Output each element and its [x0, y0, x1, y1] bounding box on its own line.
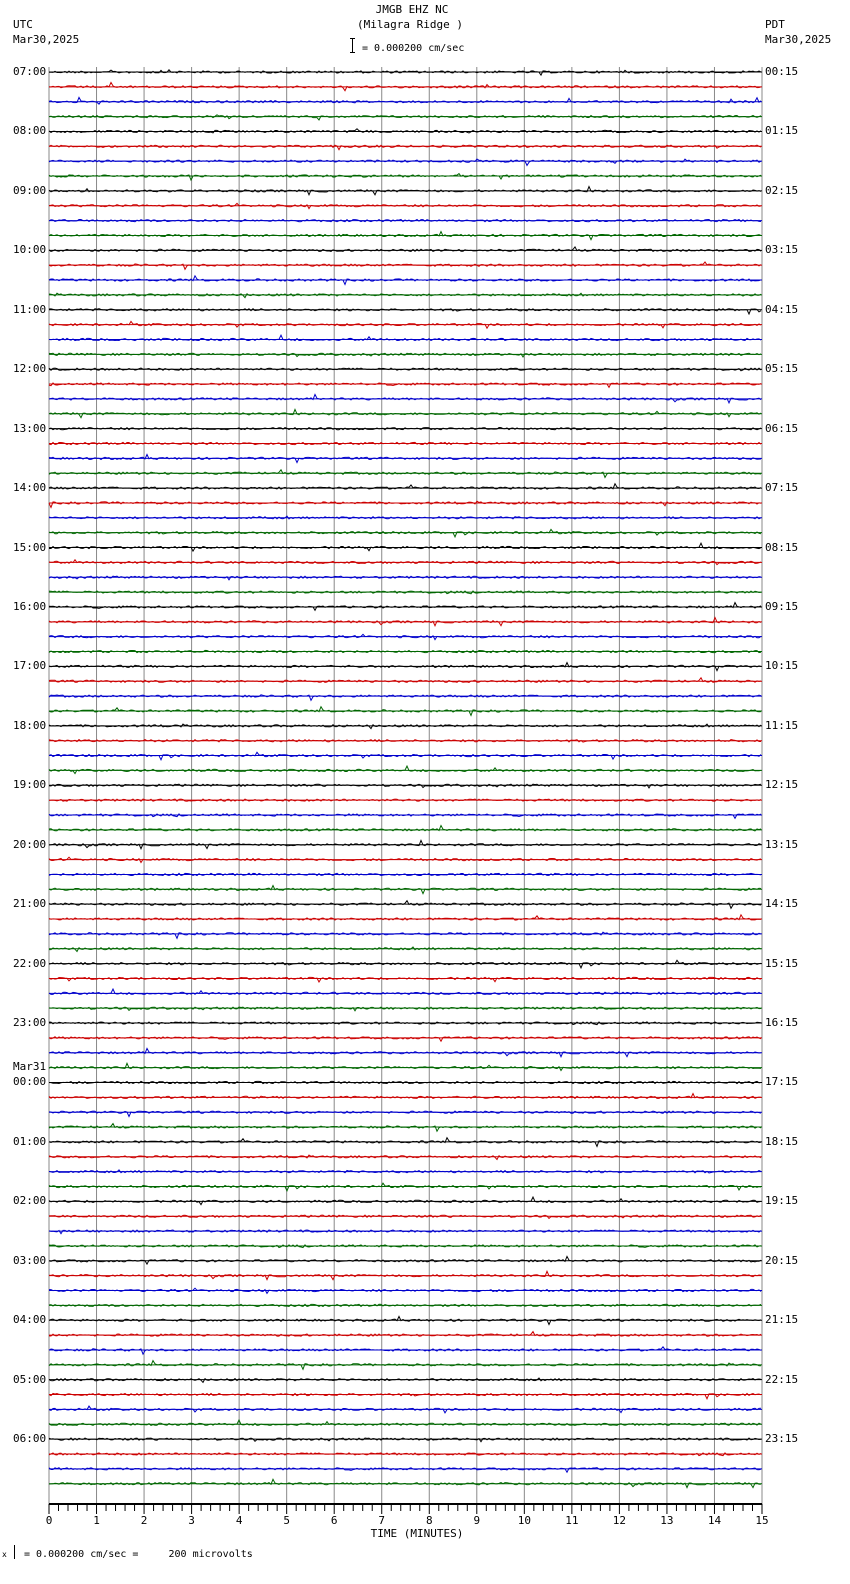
pdt-hour-label: 15:15: [765, 956, 799, 970]
seismic-trace: [49, 947, 761, 952]
seismic-trace: [49, 1256, 761, 1264]
utc-hour-label: 21:00: [13, 897, 47, 911]
pdt-hour-label: 05:15: [765, 362, 799, 376]
seismic-trace: [49, 1155, 761, 1159]
utc-hour-label: 23:00: [13, 1016, 47, 1030]
utc-hour-label: 10:00: [13, 243, 47, 257]
seismic-trace: [49, 1378, 761, 1382]
x-axis-label: TIME (MINUTES): [370, 1527, 464, 1540]
utc-hour-label: 13:00: [13, 421, 47, 435]
x-tick-label: 2: [140, 1514, 148, 1527]
pdt-hour-label: 08:15: [765, 540, 799, 554]
seismic-trace: [49, 752, 761, 760]
utc-hour-label: 18:00: [13, 718, 47, 732]
seismic-trace: [49, 368, 761, 371]
pdt-hour-label: 19:15: [765, 1194, 799, 1208]
utc-hour-label: 17:00: [13, 659, 47, 673]
utc-hour-label: 04:00: [13, 1313, 47, 1327]
seismic-trace: [49, 1007, 761, 1011]
pdt-hour-label: 18:15: [765, 1134, 799, 1148]
date-change-label: Mar31: [13, 1060, 47, 1074]
pdt-hour-label: 17:15: [765, 1075, 799, 1089]
pdt-label: PDT: [765, 18, 785, 31]
x-tick-label: 5: [283, 1514, 290, 1527]
pdt-hour-label: 10:15: [765, 659, 799, 673]
seismic-trace: [49, 129, 761, 133]
seismic-trace: [49, 1037, 761, 1041]
utc-hour-label: 01:00: [13, 1134, 47, 1148]
utc-hour-label: 09:00: [13, 183, 47, 197]
pdt-date: Mar30,2025: [765, 33, 832, 46]
x-tick-label: 14: [707, 1514, 722, 1527]
utc-hour-label: 08:00: [13, 124, 47, 138]
seismic-trace: [49, 873, 761, 875]
pdt-hour-label: 11:15: [765, 718, 799, 732]
seismic-trace: [49, 766, 761, 774]
footer-scale-bar-icon: [14, 1545, 15, 1559]
utc-hour-label: 05:00: [13, 1372, 47, 1386]
utc-hour-label: 14:00: [13, 481, 47, 495]
utc-hour-label: 16:00: [13, 599, 47, 613]
seismic-trace: [49, 1479, 761, 1487]
pdt-hour-label: 23:15: [765, 1432, 799, 1446]
pdt-hour-label: 22:15: [765, 1372, 799, 1386]
utc-label: UTC: [13, 18, 33, 31]
seismic-trace: [49, 174, 761, 180]
pdt-hour-label: 20:15: [765, 1253, 799, 1267]
x-tick-label: 9: [473, 1514, 481, 1527]
pdt-hour-label: 13:15: [765, 837, 799, 851]
utc-hour-label: 07:00: [13, 65, 47, 78]
seismic-trace: [49, 501, 761, 507]
pdt-hour-label: 12:15: [765, 778, 799, 792]
x-tick-label: 1: [93, 1514, 100, 1527]
pdt-hour-label: 04:15: [765, 302, 799, 316]
utc-hour-label: 20:00: [13, 837, 47, 851]
seismic-trace: [49, 1048, 761, 1056]
utc-hour-label: 15:00: [13, 540, 47, 554]
seismic-trace: [49, 159, 761, 165]
seismic-trace: [49, 724, 761, 729]
seismic-trace: [49, 1438, 761, 1442]
seismic-trace: [49, 707, 761, 716]
seismic-trace: [49, 1063, 761, 1070]
pdt-hour-label: 07:15: [765, 481, 799, 495]
x-tick-label: 8: [425, 1514, 433, 1527]
x-tick-label: 3: [188, 1514, 195, 1527]
seismic-trace: [49, 97, 761, 104]
x-tick-label: 4: [235, 1514, 243, 1527]
seismic-trace: [49, 115, 761, 120]
utc-hour-label: 02:00: [13, 1194, 47, 1208]
seismic-trace: [49, 1081, 761, 1083]
pdt-hour-label: 02:15: [765, 183, 799, 197]
pdt-hour-label: 01:15: [765, 124, 799, 138]
pdt-hour-label: 00:15: [765, 65, 799, 78]
x-tick-label: 12: [612, 1514, 627, 1527]
pdt-hour-label: 14:15: [765, 897, 799, 911]
seismic-trace: [49, 293, 761, 297]
x-tick-label: 13: [660, 1514, 674, 1527]
scale-text: = 0.000200 cm/sec: [362, 43, 465, 54]
pdt-hour-label: 21:15: [765, 1313, 799, 1327]
utc-hour-label: 00:00: [13, 1075, 47, 1089]
x-tick-label: 10: [517, 1514, 531, 1527]
footer-scale-prefix: x: [2, 1550, 7, 1559]
station-title: JMGB EHZ NC: [375, 3, 449, 16]
utc-hour-label: 19:00: [13, 778, 47, 792]
utc-hour-label: 03:00: [13, 1253, 47, 1267]
seismic-trace: [49, 247, 761, 252]
utc-hour-label: 12:00: [13, 362, 47, 376]
pdt-hour-label: 06:15: [765, 421, 799, 435]
x-tick-label: 11: [565, 1514, 579, 1527]
seismic-trace: [49, 784, 761, 788]
seismic-trace: [49, 220, 761, 222]
seismic-trace: [49, 1245, 761, 1248]
seismic-trace: [49, 932, 761, 938]
seismic-trace: [49, 1215, 761, 1218]
x-tick-label: 6: [330, 1514, 338, 1527]
pdt-hour-label: 16:15: [765, 1016, 799, 1030]
x-tick-label: 15: [755, 1514, 769, 1527]
station-subtitle: (Milagra Ridge ): [357, 18, 463, 31]
utc-hour-label: 06:00: [13, 1432, 47, 1446]
seismic-trace: [49, 1230, 761, 1234]
seismic-trace: [49, 603, 761, 611]
utc-hour-label: 22:00: [13, 956, 47, 970]
utc-date: Mar30,2025: [13, 33, 80, 46]
x-tick-label: 7: [378, 1514, 386, 1527]
seismic-trace: [49, 1393, 761, 1398]
seismic-trace: [49, 1197, 761, 1205]
utc-hour-label: 11:00: [13, 302, 47, 316]
footer-scale-text: = 0.000200 cm/sec = 200 microvolts: [24, 1549, 253, 1560]
seismic-trace: [49, 740, 761, 743]
pdt-hour-label: 03:15: [765, 243, 799, 257]
x-tick-label: 0: [45, 1514, 53, 1527]
seismic-trace: [49, 799, 761, 801]
pdt-hour-label: 09:15: [765, 599, 799, 613]
